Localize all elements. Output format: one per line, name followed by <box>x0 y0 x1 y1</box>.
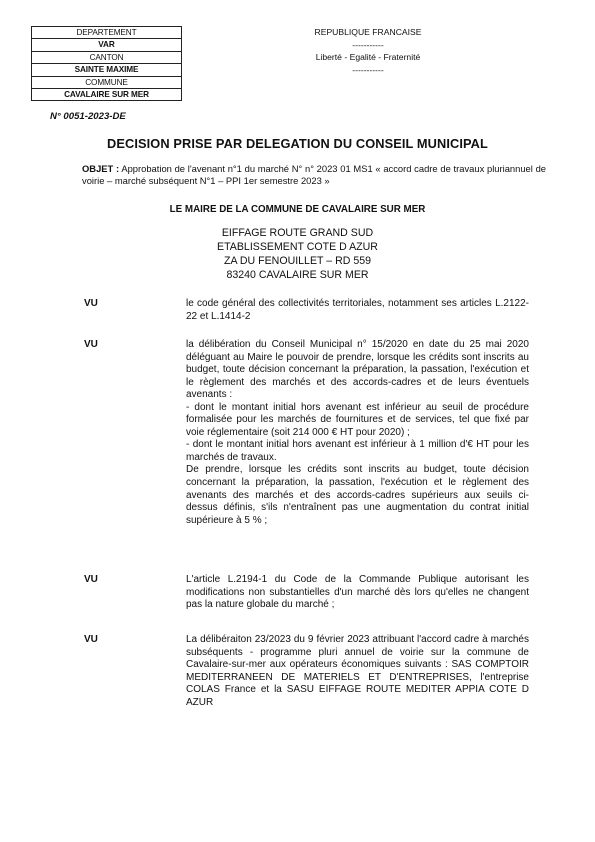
address-line-2: ETABLISSEMENT COTE D AZUR <box>217 241 378 253</box>
republic-separator-1: ----------- <box>352 39 384 50</box>
vu-label-4: VU <box>84 634 98 645</box>
address-block <box>0 226 595 282</box>
administrative-box <box>31 26 182 101</box>
address-line-4: 83240 CAVALAIRE SUR MER <box>226 269 369 281</box>
admin-row-canton-value: SAINTE MAXIME <box>32 64 181 76</box>
vu-item-4 <box>186 634 529 709</box>
republic-separator-2: ----------- <box>352 64 384 75</box>
vu-2-paragraph-3: - dont le montant initial hors avenant est inférieur à 1 million d'€ HT pour les marchés de travaux. <box>186 439 529 463</box>
objet-label: OBJET : <box>82 163 120 174</box>
document-title: DECISION PRISE PAR DELEGATION DU CONSEIL MUNICIPAL <box>107 136 488 151</box>
vu-label-1: VU <box>84 298 98 309</box>
vu-3-paragraph-1: L'article L.2194-1 du Code de la Commande Publique autorisant les modifications non substantielles d'un marché dès lors qu'elles ne changent pas la nature globale du marché ; <box>186 574 529 611</box>
vu-2-paragraph-4: De prendre, lorsque les crédits sont inscrits au budget, toute décision concernant la préparation, la passation, l'exécution et le règlement des avenants des marchés et des accords-cadres supérieurs aux seuils ci-dessus définis, s'ils n'entraînent pas une augmentation du contrat initial supérieure à 5 % ; <box>186 464 529 526</box>
vu-label-2: VU <box>84 339 98 350</box>
admin-row-commune-label: COMMUNE <box>32 77 181 89</box>
address-line-1: EIFFAGE ROUTE GRAND SUD <box>221 227 374 239</box>
maire-heading: LE MAIRE DE LA COMMUNE DE CAVALAIRE SUR MER <box>169 204 426 215</box>
vu-1-paragraph-1: le code général des collectivités territoriales, notamment ses articles L.2122-22 et L.1414-2 <box>186 298 529 322</box>
admin-row-departement-value: VAR <box>32 39 181 51</box>
address-line-3: ZA DU FENOUILLET – RD 559 <box>224 255 371 267</box>
objet-text: Approbation de l'avenant n°1 du marché N° n° 2023 01 MS1 « accord cadre de travaux pluriannuel de voirie – marché subséquent N°1 – PPI 1er semestre 2023 » <box>82 163 546 187</box>
republic-motto: Liberté - Egalité - Fraternité <box>315 52 421 62</box>
republic-name: REPUBLIQUE FRANCAISE <box>314 27 422 37</box>
republic-header <box>283 26 453 76</box>
vu-2-paragraph-1: la délibération du Conseil Municipal n° 15/2020 en date du 25 mai 2020 déléguant au Maire le pouvoir de prendre, lorsque les crédits sont inscrits au budget, toute décision concernant la préparation, la passation, l'exécution et le règlement des marchés et des accords-cadres et de leurs éventuels avenants : <box>186 339 529 401</box>
vu-item-3 <box>186 574 529 612</box>
decision-reference: N° 0051-2023-DE <box>50 111 126 122</box>
vu-item-2 <box>186 339 529 527</box>
vu-2-paragraph-2: - dont le montant initial hors avenant est inférieur au seuil de procédure formalisée pour les marchés de fournitures et de services, tel que fixé par voie réglementaire (soit 214 000 € HT pour 2020) ; <box>186 401 529 438</box>
admin-row-commune-value: CAVALAIRE SUR MER <box>64 89 149 99</box>
admin-row-departement-label: DEPARTEMENT <box>32 27 181 39</box>
objet-block <box>82 163 546 188</box>
vu-label-3: VU <box>84 574 98 585</box>
vu-item-1 <box>186 298 529 323</box>
vu-4-paragraph-1: La délibéraiton 23/2023 du 9 février 2023 attribuant l'accord cadre à marchés subséquents - programme pluri annuel de voirie sur la commune de Cavalaire-sur-mer aux opérateurs économiques suivants : SAS COMPTOIR MEDITERRANEEN DE MATERIELS ET D'ENTREPRISES, l'entreprise COLAS France et la SASU EIFFAGE ROUTE MEDITER APPIA COTE D AZUR <box>186 634 529 708</box>
admin-row-canton-label: CANTON <box>32 52 181 64</box>
